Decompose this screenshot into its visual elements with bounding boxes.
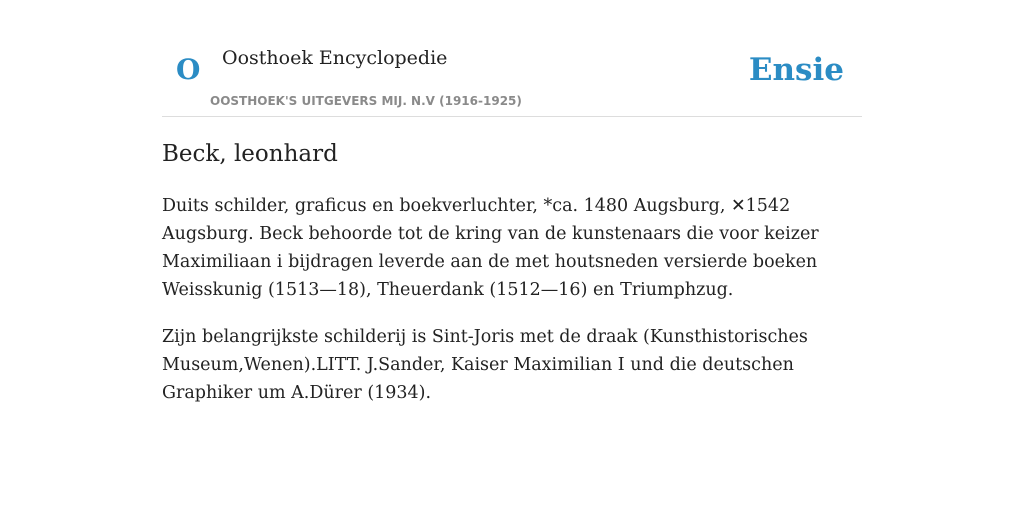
site-logo[interactable]: O xyxy=(176,53,201,86)
entry-paragraph: Duits schilder, graficus en boekverluchter, *ca. 1480 Augsburg, ✕1542 Augsburg. Beck behoorde tot de kring van de kunstenaars die voor keizer Maximiliaan i bijdragen leverde aan de met houtsneden versierde boeken Weisskunig (1513—18), Theuerdank (1512—16) en Triumphzug. xyxy=(162,196,819,300)
entry-paragraph: Zijn belangrijkste schilderij is Sint-Joris met de draak (Kunsthistorisches Museum,Wenen).LITT. J.Sander, Kaiser Maximilian I und die deutschen Graphiker um A.Dürer (1934). xyxy=(162,327,808,403)
site-subtitle: OOSTHOEK'S UITGEVERS MIJ. N.V (1916-1925) xyxy=(210,94,522,108)
site-header xyxy=(162,0,862,117)
site-title: Oosthoek Encyclopedie xyxy=(222,47,448,69)
ensie-brand-link[interactable]: Ensie xyxy=(748,52,844,88)
entry-content xyxy=(162,138,867,426)
entry-title: Beck, leonhard xyxy=(162,141,338,167)
